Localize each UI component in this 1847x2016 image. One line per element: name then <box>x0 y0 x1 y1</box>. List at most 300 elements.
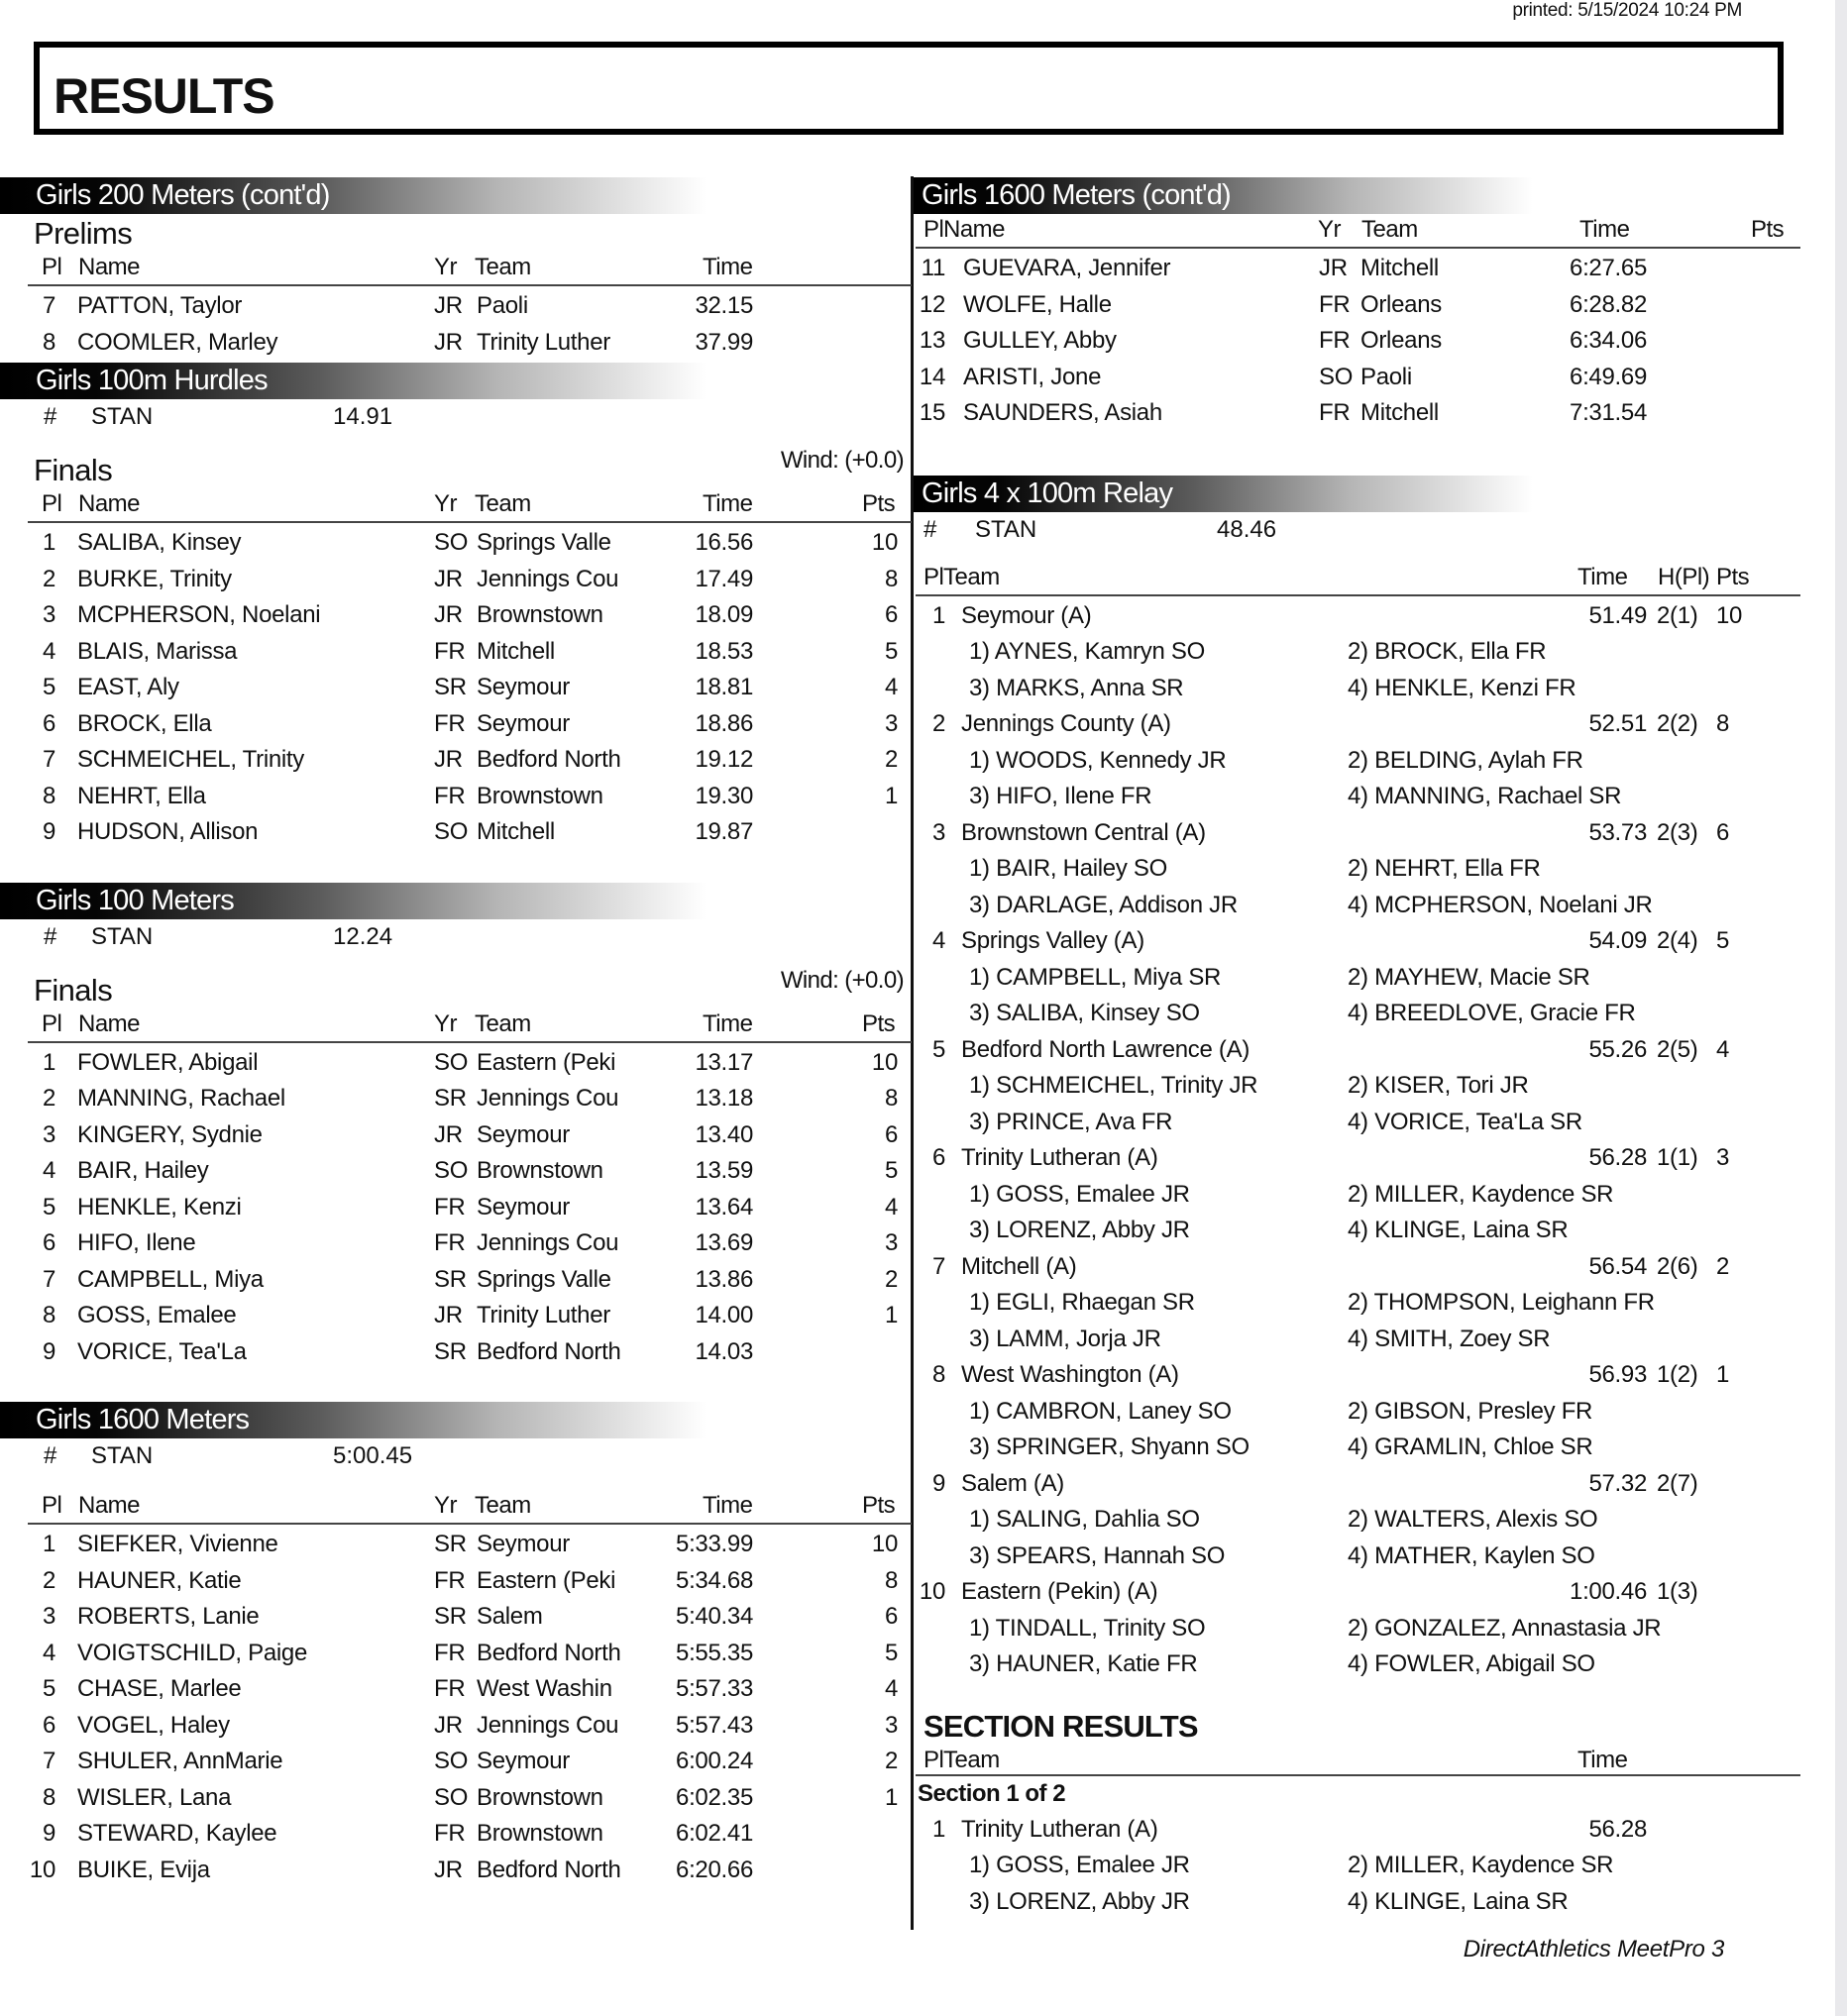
result-row <box>0 1043 912 1080</box>
cell-team: Seymour <box>477 674 570 700</box>
relay-leg-runner: 2) MAYHEW, Macie SR <box>1348 963 1590 991</box>
event-title: Girls 1600 Meters (cont'd) <box>922 179 1231 211</box>
cell-team: Seymour <box>477 1193 570 1220</box>
cell-yr: SO <box>434 1048 469 1076</box>
cell-yr: SO <box>434 1783 469 1811</box>
cell-pts: 1 <box>1716 1361 1730 1388</box>
relay-leg-runner: 1) SCHMEICHEL, Trinity JR <box>969 1072 1258 1099</box>
header-time: Time <box>703 1492 753 1519</box>
relay-leg-runner: 3) HIFO, Ilene FR <box>969 783 1152 809</box>
relay-team-row <box>914 921 1800 958</box>
relay-leg-runner: 4) GRAMLIN, Chloe SR <box>1348 1433 1593 1460</box>
cell-team: Jennings Cou <box>477 565 619 592</box>
column-header-row <box>28 488 912 523</box>
cell-time: 19.87 <box>695 818 753 845</box>
relay-legs-row <box>914 1320 1800 1356</box>
cell-time: 6:20.66 <box>676 1856 753 1883</box>
cell-team: Mitchell <box>1360 255 1439 281</box>
result-row <box>0 1332 912 1369</box>
standard-label: STAN <box>91 1442 154 1469</box>
round-title <box>0 447 912 488</box>
cell-team: Springs Valley (A) <box>961 927 1144 954</box>
cell-pl: 8 <box>42 328 55 356</box>
cell-pl: 11 <box>921 255 945 281</box>
cell-name: HIFO, Ilene <box>77 1229 196 1256</box>
section-results-label: SECTION RESULTS <box>924 1708 1198 1744</box>
standard-value: 5:00.45 <box>333 1442 413 1469</box>
relay-leg-runner: 2) MILLER, Kaydence SR <box>1348 1852 1614 1878</box>
cell-time: 18.81 <box>695 674 753 700</box>
relay-leg-runner: 2) BELDING, Aylah FR <box>1348 746 1583 774</box>
cell-pl: 8 <box>42 782 55 809</box>
cell-pl: 15 <box>919 399 945 426</box>
result-row <box>0 1260 912 1297</box>
relay-team-row <box>914 704 1800 741</box>
cell-pl: 5 <box>42 1675 55 1702</box>
result-row <box>0 1669 912 1706</box>
cell-name: SIEFKER, Vivienne <box>77 1531 278 1557</box>
cell-time: 14.00 <box>695 1302 753 1328</box>
cell-pts: 3 <box>884 709 898 737</box>
relay-legs-row <box>914 1392 1800 1429</box>
cell-name: BUIKE, Evija <box>77 1856 210 1883</box>
cell-time: 13.64 <box>695 1193 753 1220</box>
column-header-row <box>916 562 1800 596</box>
cell-pl: 5 <box>931 1035 945 1063</box>
result-row <box>0 777 912 813</box>
cell-time: 55.26 <box>1588 1035 1647 1063</box>
result-row <box>0 1778 912 1815</box>
cell-pl: 14 <box>919 363 945 390</box>
cell-team: Mitchell <box>477 637 555 665</box>
cell-time: 53.73 <box>1588 818 1647 846</box>
relay-leg-runner: 3) SALIBA, Kinsey SO <box>969 1000 1200 1026</box>
relay-team-row <box>914 1030 1800 1067</box>
cell-yr: FR <box>434 637 466 665</box>
cell-name: BAIR, Hailey <box>77 1157 209 1184</box>
results-list <box>0 523 912 849</box>
relay-legs-row <box>914 1500 1800 1537</box>
event-header-girls-100-meters <box>0 883 803 919</box>
cell-time: 13.86 <box>695 1265 753 1293</box>
cell-pts: 6 <box>884 1120 898 1148</box>
wind-reading: Wind: (+0.0) <box>780 447 904 474</box>
cell-pl: 8 <box>42 1302 55 1328</box>
cell-pts: 5 <box>1716 927 1730 954</box>
round-label: Prelims <box>34 216 133 251</box>
column-header-row <box>916 214 1800 249</box>
cell-pl: 2 <box>42 1566 55 1594</box>
cell-name: KINGERY, Sydnie <box>77 1120 263 1148</box>
relay-legs-row <box>914 1609 1800 1645</box>
relay-legs-row <box>914 1103 1800 1139</box>
relay-legs-row <box>914 1175 1800 1212</box>
cell-pl: 2 <box>931 710 945 737</box>
relay-leg-runner: 1) WOODS, Kennedy JR <box>969 746 1227 774</box>
cell-name: NEHRT, Ella <box>77 782 206 809</box>
relay-leg-runner: 4) MANNING, Rachael SR <box>1348 783 1622 809</box>
cell-team: Brownstown <box>477 1783 603 1811</box>
cell-team: Jennings Cou <box>477 1711 619 1739</box>
standard-hash: # <box>44 922 57 950</box>
cell-name: BLAIS, Marissa <box>77 637 238 665</box>
results-title-box <box>34 42 1784 135</box>
cell-pts: 6 <box>884 1603 898 1630</box>
cell-yr: SR <box>434 1337 467 1365</box>
standard-label: STAN <box>91 403 154 430</box>
header-pl: Pl <box>42 490 62 517</box>
cell-name: VORICE, Tea'La <box>77 1337 247 1365</box>
cell-pts: 10 <box>871 1531 898 1557</box>
results-list <box>0 286 912 359</box>
standard-row <box>0 1438 912 1476</box>
relay-leg-runner: 2) BROCK, Ella FR <box>1348 638 1547 665</box>
cell-pl: 3 <box>42 1603 55 1630</box>
cell-yr: JR <box>434 292 463 319</box>
section-subheading <box>914 1776 1800 1810</box>
cell-yr: FR <box>434 1675 466 1702</box>
relay-leg-runner: 3) SPRINGER, Shyann SO <box>969 1433 1249 1460</box>
cell-pts: 10 <box>1716 601 1743 629</box>
result-row <box>914 358 1800 394</box>
relay-legs-row <box>914 669 1800 705</box>
cell-team: Salem <box>477 1603 543 1630</box>
header-yr: Yr <box>1318 216 1341 243</box>
cell-hpl: 2(1) <box>1657 601 1698 629</box>
cell-time: 18.53 <box>695 637 753 665</box>
cell-pts: 8 <box>1716 710 1730 737</box>
relay-leg-runner: 1) BAIR, Hailey SO <box>969 855 1167 882</box>
header-yr: Yr <box>434 1492 457 1519</box>
cell-pts: 5 <box>884 1639 898 1666</box>
result-row <box>0 1079 912 1115</box>
cell-pl: 6 <box>42 1229 55 1256</box>
cell-name: VOGEL, Haley <box>77 1711 230 1739</box>
cell-pts: 10 <box>871 529 898 556</box>
event-header-girls-1600-contd <box>914 177 1617 214</box>
cell-team: Brownstown Central (A) <box>961 818 1206 846</box>
header-pl: Pl <box>924 563 944 590</box>
relay-leg-runner: 4) HENKLE, Kenzi FR <box>1348 674 1576 701</box>
cell-pl: 10 <box>919 1578 945 1605</box>
cell-name: GUEVARA, Jennifer <box>963 255 1171 281</box>
round-label: Finals <box>34 453 113 487</box>
header-name: Name <box>78 1009 141 1037</box>
column-header-row <box>916 1745 1800 1776</box>
cell-name: CHASE, Marlee <box>77 1675 242 1702</box>
cell-pts: 4 <box>884 674 898 700</box>
result-row <box>0 1742 912 1778</box>
cell-yr: JR <box>434 1711 463 1739</box>
relay-leg-runner: 3) DARLAGE, Addison JR <box>969 891 1238 918</box>
cell-team: Jennings County (A) <box>961 710 1171 737</box>
section-results-list <box>914 1810 1800 1919</box>
relay-leg-runner: 4) BREEDLOVE, Gracie FR <box>1348 1000 1636 1026</box>
event-title: Girls 100 Meters <box>36 884 234 916</box>
result-row <box>0 740 912 777</box>
header-team: Team <box>475 254 531 280</box>
cell-yr: FR <box>434 1229 466 1256</box>
relay-legs-row <box>914 1428 1800 1464</box>
cell-pl: 8 <box>42 1783 55 1811</box>
relay-legs-row <box>914 632 1800 669</box>
cell-pl: 4 <box>42 637 55 665</box>
cell-hpl: 1(1) <box>1657 1144 1698 1171</box>
cell-pts: 4 <box>884 1193 898 1220</box>
cell-team: Eastern (Pekin) (A) <box>961 1578 1158 1605</box>
cell-pl: 3 <box>42 601 55 628</box>
cell-hpl: 1(2) <box>1657 1361 1698 1388</box>
cell-name: MANNING, Rachael <box>77 1085 285 1112</box>
standard-hash: # <box>44 1442 57 1469</box>
relay-leg-runner: 4) KLINGE, Laina SR <box>1348 1217 1569 1243</box>
cell-pts: 1 <box>884 1783 898 1811</box>
cell-team: Mitchell <box>1360 399 1439 426</box>
section-label: Section 1 of 2 <box>918 1779 1066 1807</box>
cell-name: GOSS, Emalee <box>77 1302 237 1328</box>
header-pts: Pts <box>1716 563 1750 590</box>
cell-yr: FR <box>1319 327 1351 354</box>
cell-team: Mitchell <box>477 818 555 845</box>
result-row <box>0 812 912 849</box>
cell-yr: JR <box>434 565 463 592</box>
cell-time: 57.32 <box>1588 1469 1647 1497</box>
header-time: Time <box>1577 1746 1628 1773</box>
cell-time: 32.15 <box>695 292 753 319</box>
standard-row <box>0 919 912 957</box>
header-team: Team <box>475 1492 531 1519</box>
cell-team: Paoli <box>1360 363 1412 390</box>
cell-yr: JR <box>434 1856 463 1883</box>
relay-team-row <box>914 1572 1800 1609</box>
cell-pl: 9 <box>42 818 55 845</box>
standard-hash: # <box>924 515 937 543</box>
cell-time: 6:00.24 <box>676 1748 753 1774</box>
relay-legs-row <box>914 1645 1800 1681</box>
relay-leg-runner: 3) LORENZ, Abby JR <box>969 1887 1190 1915</box>
cell-pl: 3 <box>931 818 945 846</box>
relay-legs-row <box>914 1283 1800 1320</box>
cell-time: 6:49.69 <box>1570 363 1647 390</box>
cell-team: Bedford North <box>477 746 621 773</box>
cell-pl: 1 <box>42 1531 55 1557</box>
cell-pl: 13 <box>919 327 945 354</box>
cell-yr: SR <box>434 1085 467 1112</box>
cell-time: 18.09 <box>695 601 753 628</box>
cell-name: EAST, Aly <box>77 674 179 700</box>
header-name: Name <box>78 254 141 280</box>
cell-pl: 9 <box>931 1469 945 1497</box>
cell-yr: SO <box>434 1157 469 1184</box>
result-row <box>0 523 912 560</box>
results-list <box>0 1043 912 1369</box>
cell-name: SALIBA, Kinsey <box>77 529 242 556</box>
cell-time: 13.69 <box>695 1229 753 1256</box>
cell-team: Paoli <box>477 292 528 319</box>
column-header-row <box>28 1008 912 1043</box>
cell-time: 7:31.54 <box>1570 399 1647 426</box>
cell-yr: SO <box>434 1748 469 1774</box>
cell-pts: 6 <box>884 601 898 628</box>
relay-legs-row <box>914 741 1800 778</box>
cell-hpl: 1(3) <box>1657 1578 1698 1605</box>
header-name: Name <box>78 490 141 517</box>
cell-team: Trinity Luther <box>477 328 610 356</box>
footer-software-credit: DirectAthletics MeetPro 3 <box>1463 1936 1724 1963</box>
cell-pl: 6 <box>42 1711 55 1739</box>
cell-team: Jennings Cou <box>477 1229 619 1256</box>
cell-pts: 2 <box>884 1265 898 1293</box>
cell-team: Seymour <box>477 1120 570 1148</box>
result-row <box>914 249 1800 285</box>
header-team: Team <box>475 1009 531 1037</box>
cell-pts: 4 <box>884 1675 898 1702</box>
page-title: RESULTS <box>54 68 274 124</box>
cell-team: Brownstown <box>477 601 603 628</box>
event-title: Girls 4 x 100m Relay <box>922 477 1173 509</box>
event-header-girls-1600-meters <box>0 1402 803 1438</box>
cell-time: 18.86 <box>695 709 753 737</box>
cell-time: 13.17 <box>695 1048 753 1076</box>
relay-leg-runner: 2) WALTERS, Alexis SO <box>1348 1506 1598 1533</box>
cell-pts: 8 <box>884 1085 898 1112</box>
result-row <box>0 668 912 704</box>
cell-yr: SR <box>434 1531 467 1557</box>
column-header-row <box>28 1490 912 1525</box>
result-row <box>914 285 1800 322</box>
result-row <box>0 1597 912 1634</box>
cell-name: WISLER, Lana <box>77 1783 232 1811</box>
column-header-row <box>28 252 912 286</box>
relay-leg-runner: 2) MILLER, Kaydence SR <box>1348 1180 1614 1208</box>
cell-yr: FR <box>434 1566 466 1594</box>
cell-pts: 6 <box>1716 818 1730 846</box>
left-column <box>0 173 912 1886</box>
cell-hpl: 2(2) <box>1657 710 1698 737</box>
cell-team: Brownstown <box>477 1157 603 1184</box>
cell-hpl: 2(4) <box>1657 927 1698 954</box>
standard-label: STAN <box>91 922 154 950</box>
cell-time: 14.03 <box>695 1337 753 1365</box>
relay-leg-runner: 1) AYNES, Kamryn SO <box>969 638 1205 665</box>
relay-leg-runner: 1) CAMBRON, Laney SO <box>969 1397 1232 1425</box>
result-row <box>0 286 912 323</box>
relay-legs-row <box>914 994 1800 1030</box>
standard-value: 48.46 <box>1217 515 1277 543</box>
relay-leg-runner: 3) MARKS, Anna SR <box>969 674 1184 701</box>
header-pl: Pl <box>42 254 62 280</box>
event-title: Girls 100m Hurdles <box>36 365 268 396</box>
cell-yr: FR <box>434 782 466 809</box>
result-row <box>0 1296 912 1332</box>
cell-name: ROBERTS, Lanie <box>77 1603 260 1630</box>
cell-team: West Washington (A) <box>961 1361 1179 1388</box>
relay-legs-row <box>914 1066 1800 1103</box>
cell-team: Springs Valle <box>477 1265 611 1293</box>
cell-time: 13.18 <box>695 1085 753 1112</box>
header-pl: Pl <box>924 1746 944 1773</box>
result-row <box>0 1188 912 1224</box>
cell-pl: 4 <box>931 927 945 954</box>
cell-pts: 5 <box>884 637 898 665</box>
event-title: Girls 1600 Meters <box>36 1404 250 1435</box>
cell-pl: 7 <box>42 1265 55 1293</box>
relay-legs-row <box>914 958 1800 995</box>
cell-team: Seymour <box>477 709 570 737</box>
cell-team: Orleans <box>1360 327 1442 354</box>
relay-leg-runner: 4) KLINGE, Laina SR <box>1348 1887 1569 1915</box>
header-pl: Pl <box>42 1492 62 1519</box>
relay-leg-runner: 3) LORENZ, Abby JR <box>969 1217 1190 1243</box>
cell-yr: JR <box>434 601 463 628</box>
result-row <box>0 1151 912 1188</box>
standard-value: 12.24 <box>333 922 393 950</box>
header-heat-place: H(Pl) <box>1658 563 1710 590</box>
cell-pl: 7 <box>42 1748 55 1774</box>
cell-pts: 1 <box>884 1302 898 1328</box>
header-time: Time <box>703 490 753 517</box>
header-team: Team <box>943 563 1000 590</box>
header-yr: Yr <box>434 490 457 517</box>
result-row <box>914 321 1800 358</box>
event-header-girls-100m-hurdles <box>0 363 803 399</box>
relay-legs-row <box>914 777 1800 813</box>
relay-legs-row <box>914 1211 1800 1247</box>
cell-time: 19.30 <box>695 782 753 809</box>
cell-yr: FR <box>434 709 466 737</box>
result-row <box>0 632 912 669</box>
cell-pts: 10 <box>871 1048 898 1076</box>
cell-time: 1:00.46 <box>1570 1578 1647 1605</box>
cell-team: Seymour (A) <box>961 601 1092 629</box>
round-title <box>0 966 912 1008</box>
cell-time: 13.40 <box>695 1120 753 1148</box>
cell-time: 5:57.43 <box>676 1711 753 1739</box>
cell-name: STEWARD, Kaylee <box>77 1820 277 1847</box>
relay-team-row <box>914 1138 1800 1175</box>
standard-hash: # <box>44 403 57 430</box>
result-row <box>0 323 912 360</box>
cell-hpl: 2(6) <box>1657 1252 1698 1280</box>
result-row <box>0 1525 912 1561</box>
right-column <box>914 173 1800 1918</box>
relay-results-list <box>914 596 1800 1681</box>
cell-pl: 7 <box>931 1252 945 1280</box>
cell-yr: JR <box>434 746 463 773</box>
cell-pl: 1 <box>931 1815 945 1843</box>
result-row <box>0 560 912 596</box>
cell-team: Brownstown <box>477 1820 603 1847</box>
cell-name: BURKE, Trinity <box>77 565 232 592</box>
cell-pl: 3 <box>42 1120 55 1148</box>
cell-name: VOIGTSCHILD, Paige <box>77 1639 308 1666</box>
section-results-title <box>914 1701 1800 1745</box>
cell-team: Eastern (Peki <box>477 1566 616 1594</box>
cell-pl: 12 <box>919 290 945 318</box>
cell-hpl: 2(3) <box>1657 818 1698 846</box>
event-title: Girls 200 Meters (cont'd) <box>36 179 330 211</box>
relay-legs-row <box>914 1882 1800 1919</box>
cell-name: SHULER, AnnMarie <box>77 1748 283 1774</box>
cell-pl: 5 <box>42 674 55 700</box>
relay-leg-runner: 4) FOWLER, Abigail SO <box>1348 1650 1595 1677</box>
cell-team: Orleans <box>1360 290 1442 318</box>
cell-time: 6:02.41 <box>676 1820 753 1847</box>
cell-time: 6:02.35 <box>676 1783 753 1811</box>
cell-yr: FR <box>434 1820 466 1847</box>
relay-legs-row <box>914 1537 1800 1573</box>
cell-yr: FR <box>1319 290 1351 318</box>
